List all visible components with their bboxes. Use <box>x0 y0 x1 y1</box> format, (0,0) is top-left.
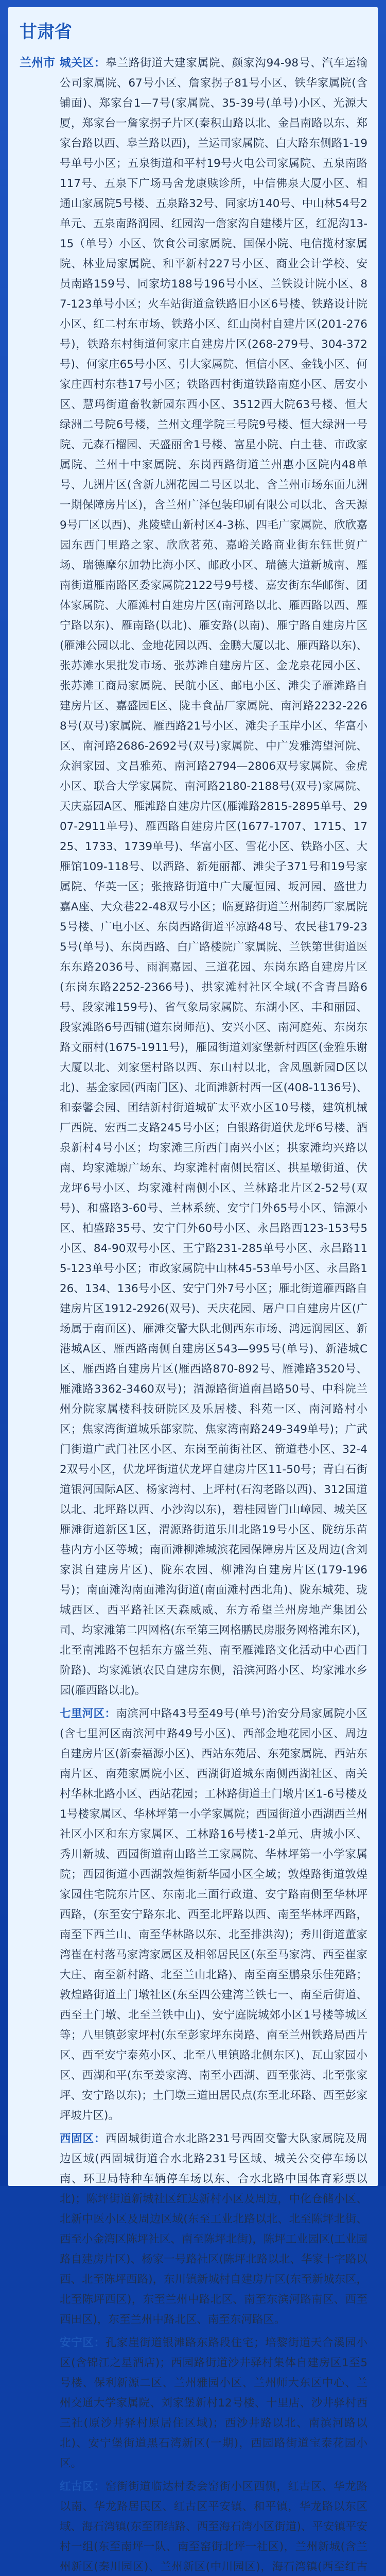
province-title: 甘肃省 <box>20 22 72 42</box>
district-areas-text: 西固城街道合水北路231号西固交警大队家属院及周边区域(西固城街道合水北路231号区域、城关公交停车场以南、环卫局特种车辆停车场以东、合水北路中国体育彩票以北)；陈坪街道新城社区红达新村小区及周边，中化仓储小区、北新中医小区及周边区域(东至工业北路以北、北至陈坪北街、西至小金湾区陈坪社区、南至陈坪北街)，陈坪工业园区(工业园路自建房片区)、杨家一号路社区(陈坪北路以北、华家十字路以西、北至陈坪西路)，东川镇新城村自建房片区(东至新城东区，北至陈坪西区)，东至兰州中路北区、南至东滨河路南区、西至西田区)，东至兰州中路北区、南至东河路区。 <box>60 2132 367 2326</box>
district-areas-text: 皋兰路街道大建家属院、颜家沟94-98号、汽车运输公司家属院、67号小区、詹家拐子81号小区、铁华家属院(含铺面)、郑家台1—7号(家属院、35-39号(单号)小区、光源大厦，郑家台一詹家拐子片区(秦积山路以北、金昌南路以东、郑家台路以西、皋兰路以西)，兰运司家属院、白大路东侧路1-19号单号小区；五泉街道和平村19号火电公司家属院、五泉南路117号、五泉下广场马舍龙康赎诊所，中信佛泉大厦小区、相通山家属院5号楼、五泉路32号、同家坊140号、中山林54号2单元、五泉南路润园、红园沟一詹家沟自建楼片区，红泥沟13-15（单号）小区、饮食公司家属院、国保小院、电信揽材家属院、林业局家属院、和平新村227号小区、商业会计学校、安员南路159号、同家坊188号196号小区、兰铁设计院小区、87-123单号小区；火车站街道盒铁路旧小区6号楼、铁路设计院小区、红二村东市场、铁路小区、红山岗村自建片区(201-276号)，铁路东村街道何家庄自建房片区(268-279号、304-372号)、何家庄65号小区、引大家属院、恒信小区、金钱小区、何家庄西村东巷17号小区；铁路西村街道铁路南庭小区、居安小区、慧玛街道畜牧新园东西小区、3512西大院63号楼、恒大绿洲二号院6号楼，兰州文理学院三号院9号楼、恒大绿洲一号院、元森石榴园、天盛丽舍1号楼、富星小院、白土巷、市政家属院、兰州十中家属院、东岗西路街道兰州惠小区院内48单号、九洲片区(含新九洲花园二号区以北、含兰州市场东面九洲一期保障房片区)，含兰州广泽包装印刷有限公司以北、含天源9号厂区以西)、兆陵壁山新村区4-3栋、四毛广家属院、欣欣嘉园东西门里路之家、欣欣茗苑、嘉峪关路商业街东钰世贸广场、瑞德摩尔加勃比海小区、邮政小区、瑞德大道新城南、雁南街道雁南路区委家属院2122号9号楼、嘉安街东华邮街、团体家属院、大雁滩村自建房片区(南河路以北、雁西路以西、雁宁路以东)、雁南路(以北)、雁安路(以南)、雁宁路自建房片区(雁滩公园以北、金地花园以西、金鹏大厦以北、雁西路以东)、张苏滩水果批发市场、张苏滩自建房片区、金龙泉花园小区、张苏滩工商局家属院、民航小区、邮电小区、滩尖子雁滩路自建房片区、嘉盛园E区、陇丰食品厂家属院、南河路2232-2268号(双号)家属院、雁西路21号小区、滩尖子玉岸小区、华富小区、南河路2686-2692号(双号)家属院、中广发雅湾望河院、众润家园、文昌雅苑、南河路2794—2806双号家属院、金虎小区、联合大学家属院、南河路2180-2188号(双号)家属院、天庆嘉园A区、雁滩路自建房片区(雁滩路2815-2895单号、2907-2911单号)、雁西路自建房片区(1677-1707、1715、1725、1733、1739单号)、华富小区、雪花小区、铁路小区、大雁馆109-118号、以酒路、新苑丽都、滩尖子371号和19号家属院、华英一区；张掖路街道中广大厦恒园、坂河园、盛世力嘉A座、大众巷22-48双号小区；临夏路街道兰州制药厂家属院5号楼、广电小区、东岗西路街道平凉路48号、农民巷179-235号(单号)、东岗西路、白广路楼院广家属院、兰铁第世街道医东东路2036号、雨润嘉园、三道花园、东岗东路自建房片区(东岗东路2252-2366号)、拱家滩村社区全域(不含青昌路6号、段家滩159号)、省气象局家属院、东湖小区、丰和丽园、段家滩路6号西铺(道东岗师范)、安兴小区、南河庭苑、东岗东路文丽村(1675-1911号)，雁园街道刘家堡新村西区(金雅乐谢大厦以北、刘家堡村路以西、东山村以北，含凤凰新园D区以北)、基金家园(西南门区)、北面滩新村西一区(408-1136号)、和泰馨会园、团结新村街道城矿太平欢小区10号楼，建筑机械厂西院、宏西二支路245号小区；白银路街道伏龙坪6号楼、酒泉新村4号小区；均家滩三所西门南兴小区；拱家滩均兴路以南、均家滩塬广场东、均家滩村南侧民宿区、拱星墩街道、伏龙坪6号小区、均家滩村南侧小区、兰林路北片区2-52号(双号)、和盛路3-60号、兰林系统、安宁门外65号小区、锦源小区、柏盛路35号、安宁门外60号小区、永昌路西123-153号5小区、84-90双号小区、王宁路231-285单号小区、永昌路115-123单号小区；市政家属院中山林45-53单号小区、永昌路126、134、136号小区、安宁门外7号小区；雁北街道雁西路自建房片区1912-2926(双号)、天庆花园、屠户口自建房片区(广场属于南面区)、雁滩交警大队北侧西东市场、鸿远润园区、新港城A区、雁西路南侧自建房区543—995号(单号)、新港城C区、雁西路自建房片区(雁西路870-892号、雁滩路3520号、雁滩路3362-3460双号)；渭源路街道南昌路50号、中科院兰州分院家属楼科技研院区及乐居楼、科苑一区、南河路村小区；焦家湾街道城乐部家院、焦家湾南路249-349单号)；广武门街道广武门社区小区、东岗至前街社区、箭道巷小区、32-42双号小区，伏龙坪街道伏龙坪自建房片区11-50号；青白石街道银河国际A区、杨家湾村、上坪村(石沟老路以西)、312国道以北、北坪路以西、小沙沟以东)，碧桂园皆门山嶂园、城关区雁滩街道新区1区，渭源路街道乐川北路19号小区、陇纺乐苗巷内方小区等城；南面滩柳滩城滨花园保障房片区及周边(含刘家淇自建房片区)、陇东农园、柳滩沟自建房片区(179-196号)；南面滩沟南面滩沟街道(南面滩村西北角)、陇东城苑、珑城西区、西平路社区天森威威、东方希望兰州房地产集团公司、均家滩第二四网格(东至第三网格鹏民房服务网格滩东区)，北至南滩路不包括东方盛兰苑、南至雁滩路文化活动中心西门阶路)、均家滩镇农民自建房东侧，沿滨河路小区、均家滩水乡园(雁西路以北)。 <box>60 57 367 1697</box>
district-areas-text: 南滨河中路43号至49号(单号)治安分局家属院小区(含七里河区南滨河中路49号小区)、西部金地花园小区、周边自建房片区(新泰福源小区)、西站东苑居、东苑家属院、西站东南片区、南苑家属院小区、西湖街道城东南侧西湖社区、南关村华林北路小区、西站花园；工林路街道土门墩片区1-6号楼及1号楼家属区、华林坪第一小学家属院；西园街道小西湖西兰州社区小区和东方家属区、工林路16号楼1-2单元、唐城小区、秀川新城、西园街道南山路兰工家属院、华林坪第一小学家属院；西园街道小西湖敦煌街新华园小区全域；敦煌路街道敦煌家园住宅院东片区、东南北三面行政道、安宁路南侧至华林坪西路，(东至安宁路东北、西至北坪路以西、南至华林坪西路，南至下西兰山、南至华林路以东、北至排洪沟)；秀川街道董家湾崔在村落马家湾家属区及相邻居民区(东至马家湾、西至崔家大庄、南至新村路、北至兰山北路)、南至南至鹏泉乐佳苑路；敦煌路街道土门墩社区(东至四公建湾兰铁七一、南至后街道、西至土门墩、北至兰铁中山)、安宁庭院城郊小区1号楼等城区等；八里镇彭家坪村(东至彭家坪东岗路、南至兰州铁路局西片区、西至安宁泰苑小区、北至八里镇路北侧东区)、瓦山家园小区、西湖和平(东至姜家湾、南至小西湖、西至张湾、北至张家坪、安宁路以东)；土门墩三道田居民点(东至北环路、西至彭家坪坡片区)。 <box>60 1707 367 2122</box>
district-name: 西固区： <box>60 2132 106 2145</box>
district-name: 安宁区： <box>60 2336 106 2349</box>
city-section <box>20 53 367 2576</box>
district-paragraph <box>60 1704 367 2126</box>
district-paragraph <box>60 2333 367 2473</box>
city-name: 兰州市 <box>20 56 55 70</box>
district-paragraph <box>60 2129 367 2330</box>
district-areas-text: 孔家崖街道银滩路东路段住宅；培黎街道天合溪园小区(含锦江之星酒店)；西园路街道沙井驿村集体自建房区1至5号楼、保利新源二区、兰州雅园小区、兰州师大东区中心、兰州交通大学家属院、刘家堡新村12号楼、十里店、沙井驿村西三社(原沙井驿村原居住区域)；西沙井路以北、南滨河路以北)、安宁堡街道黑石湾新区(一期)，西园路街道宝泰花园小区。 <box>60 2336 367 2470</box>
city-list <box>20 53 367 2576</box>
city-areas <box>60 53 367 2576</box>
announcement-sheet <box>8 7 378 2573</box>
district-name: 城关区： <box>60 57 106 70</box>
district-name: 红古区： <box>60 2480 106 2493</box>
district-paragraph <box>60 2477 367 2576</box>
district-paragraph <box>60 53 367 1701</box>
district-name: 七里河区： <box>60 1707 116 1720</box>
district-areas-text: 窑街街道临达村委会窑街小区西侧，红古区、华龙路以南、华龙路居民区、红古区平安镇、和平镇，华龙路以东区域、海石湾镇(东至团结路、西至海石湾小区街道)、平安镇平安村一组(东至南坪一队、南至窑街北坪一社区)，兰州新城(含兰州新区(秦川园区)、兰州新区(中川园区)，海石湾镇(西至红古 <box>60 2480 367 2573</box>
